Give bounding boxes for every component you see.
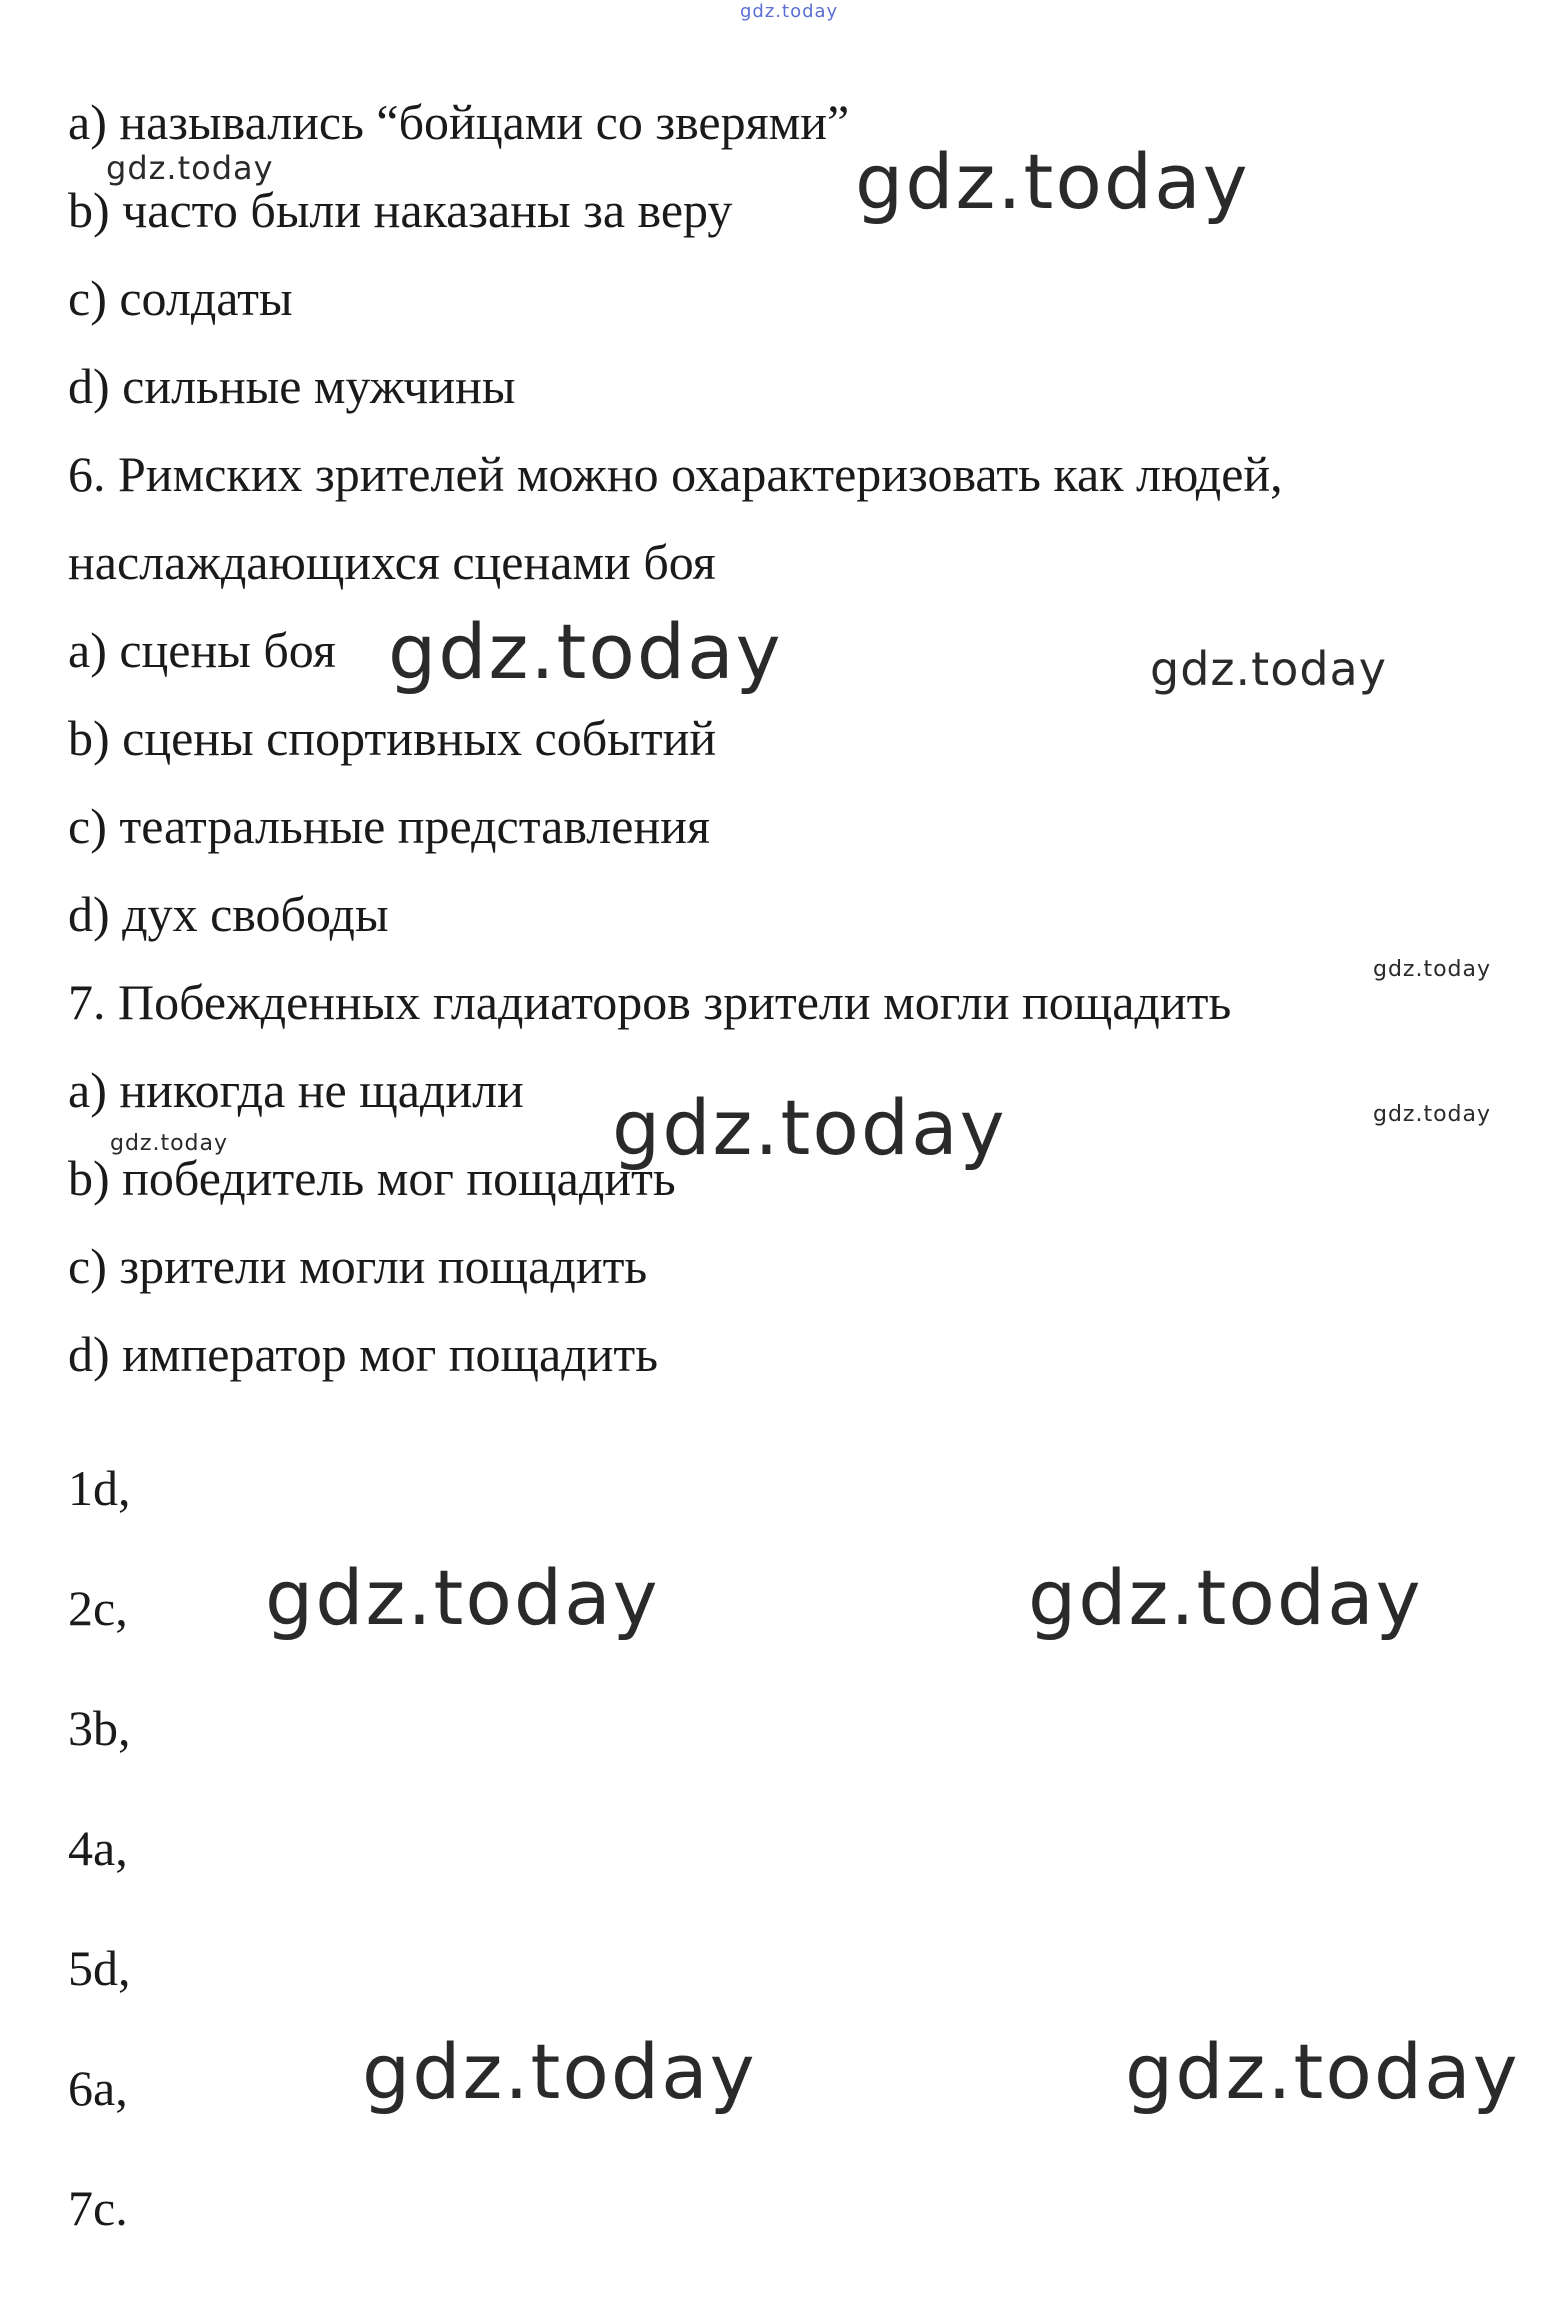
watermark-text: gdz.today [265,1553,660,1642]
watermark-text: gdz.today [855,137,1250,226]
answer-2: 2c, [68,1580,128,1636]
answer-7: 7c. [68,2180,128,2236]
q6-question-line2: наслаждающихся сценами боя [68,534,716,590]
watermark-text: gdz.today [1028,1553,1423,1642]
answer-3: 3b, [68,1700,131,1756]
q6-option-a: a) сцены боя [68,622,336,678]
watermark-text: gdz.today [1373,957,1492,982]
watermark-text: gdz.today [740,1,839,22]
watermark-text: gdz.today [388,607,783,696]
q7-option-a: a) никогда не щадили [68,1062,524,1118]
q7-option-d: d) император мог пощадить [68,1326,659,1382]
q6-question-line1: 6. Римских зрителей можно охарактеризовать как людей, [68,446,1283,502]
q5-option-b: b) часто были наказаны за веру [68,182,733,238]
answer-1: 1d, [68,1460,131,1516]
q5-option-c: c) солдаты [68,270,293,326]
q5-option-a: a) назывались “бойцами со зверями” [68,94,850,150]
watermark-text: gdz.today [106,149,274,187]
q5-option-d: d) сильные мужчины [68,358,516,414]
q7-question: 7. Побежденных гладиаторов зрители могли пощадить [68,974,1232,1030]
watermark-text: gdz.today [1150,642,1387,696]
q6-option-b: b) сцены спортивных событий [68,710,717,766]
q6-option-c: c) театральные представления [68,798,710,854]
answer-6: 6a, [68,2060,128,2116]
watermark-text: gdz.today [362,2027,757,2116]
watermark-text: gdz.today [110,1131,229,1156]
q6-option-d: d) дух свободы [68,886,389,942]
watermark-text: gdz.today [612,1083,1007,1172]
watermark-text: gdz.today [1125,2027,1520,2116]
watermark-text: gdz.today [1373,1102,1492,1127]
q7-option-c: c) зрители могли пощадить [68,1238,648,1294]
answer-5: 5d, [68,1940,131,1996]
q7-option-b: b) победитель мог пощадить [68,1150,676,1206]
answer-4: 4a, [68,1820,128,1876]
